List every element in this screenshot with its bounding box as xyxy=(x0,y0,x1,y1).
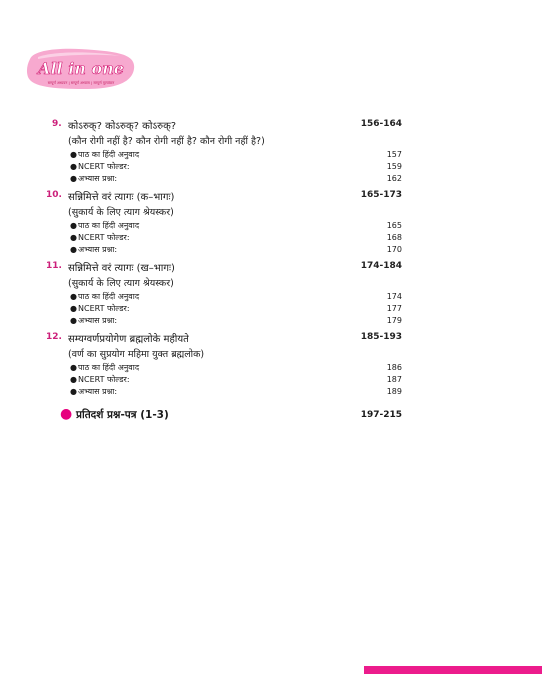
toc-sub-item[interactable] xyxy=(52,386,402,398)
chapter-heading[interactable] xyxy=(52,118,402,134)
toc-sub-item[interactable] xyxy=(52,149,402,161)
toc-sub-item[interactable] xyxy=(52,232,402,244)
bullet-icon: ● xyxy=(70,150,77,159)
bullet-icon: ● xyxy=(70,304,77,313)
bullet-icon: ● xyxy=(70,221,77,230)
logo-tagline: सम्पूर्ण अध्ययन | सम्पूर्ण अभ्यास | सम्पूर्ण मूल्यांकन xyxy=(47,81,115,85)
chapter-heading[interactable] xyxy=(46,260,402,276)
sub-item-label: NCERT फोल्डर: xyxy=(78,375,130,384)
sub-item-page: 174 xyxy=(386,292,402,301)
bullet-icon: ● xyxy=(70,375,77,384)
chapter-entry xyxy=(46,189,402,260)
footer-accent-bar xyxy=(364,666,542,674)
chapter-subtitle: (कौन रोगी नहीं है? कौन रोगी नहीं है? कौन रोगी नहीं है?) xyxy=(68,136,265,147)
sub-item-page: 179 xyxy=(386,316,402,325)
brand-logo xyxy=(24,47,138,93)
chapter-title: सम्यग्वर्णप्रयोगेण ब्रह्मलोके महीयते xyxy=(68,334,189,345)
chapter-entry xyxy=(46,331,402,402)
sub-item-label: NCERT फोल्डर: xyxy=(78,304,130,313)
sub-item-label: अभ्यास प्रश्ना: xyxy=(78,174,118,183)
chapter-number: 9. xyxy=(52,119,62,129)
chapter-entry xyxy=(52,118,402,189)
sub-item-page: 170 xyxy=(386,245,402,254)
sub-item-label: पाठ का हिंदी अनुवाद xyxy=(78,221,140,230)
chapter-entry xyxy=(46,260,402,331)
chapter-page-range: 174-184 xyxy=(360,261,402,271)
toc-sub-item[interactable] xyxy=(52,220,402,232)
sample-paper-page-range: 197-215 xyxy=(360,410,402,420)
sub-item-page: 159 xyxy=(386,162,402,171)
sub-item-page: 189 xyxy=(386,387,402,396)
sub-item-page: 187 xyxy=(386,375,402,384)
sub-item-page: 162 xyxy=(386,174,402,183)
toc-sub-item[interactable] xyxy=(52,173,402,185)
chapter-title: सन्निमित्ते वरं त्यागः (ख–भागः) xyxy=(68,263,175,274)
toc-sub-item[interactable] xyxy=(52,303,402,315)
bullet-icon: ● xyxy=(70,292,77,301)
bullet-icon: ● xyxy=(70,233,77,242)
toc-sub-item[interactable] xyxy=(52,362,402,374)
sample-paper-title: प्रतिदर्श प्रश्न-पत्र (1-3) xyxy=(76,409,169,421)
sub-item-page: 186 xyxy=(386,363,402,372)
chapter-number: 10. xyxy=(46,190,62,200)
chapter-subtitle: (वर्ण का सुप्रयोग महिमा युक्त ब्रह्मलोक) xyxy=(68,349,205,360)
sub-item-label: पाठ का हिंदी अनुवाद xyxy=(78,292,140,301)
bullet-icon: ● xyxy=(70,162,77,171)
sub-item-label: अभ्यास प्रश्ना: xyxy=(78,387,118,396)
bullet-icon: ● xyxy=(70,245,77,254)
sub-item-page: 165 xyxy=(386,221,402,230)
chapter-number: 12. xyxy=(46,332,62,342)
bullet-icon: ● xyxy=(70,316,77,325)
toc-sub-item[interactable] xyxy=(52,374,402,386)
chapter-title: कोऽरुक्? कोऽरुक्? कोऽरुक्? xyxy=(68,121,177,132)
chapter-heading[interactable] xyxy=(46,189,402,205)
sub-item-page: 168 xyxy=(386,233,402,242)
chapter-page-range: 185-193 xyxy=(360,332,402,342)
sub-item-label: पाठ का हिंदी अनुवाद xyxy=(78,150,140,159)
sub-item-page: 157 xyxy=(386,150,402,159)
sub-item-page: 177 xyxy=(386,304,402,313)
toc-sub-item[interactable] xyxy=(52,244,402,256)
chapter-number: 11. xyxy=(46,261,62,271)
toc-sub-item[interactable] xyxy=(52,161,402,173)
sub-item-label: NCERT फोल्डर: xyxy=(78,233,130,242)
chapter-page-range: 156-164 xyxy=(360,119,402,129)
toc-sub-item[interactable] xyxy=(52,315,402,327)
logo-wordmark: All in one xyxy=(38,59,124,78)
sub-item-label: NCERT फोल्डर: xyxy=(78,162,130,171)
chapter-page-range: 165-173 xyxy=(360,190,402,200)
sub-item-label: पाठ का हिंदी अनुवाद xyxy=(78,363,140,372)
chapter-subtitle: (सुकार्य के लिए त्याग श्रेयस्कर) xyxy=(68,207,174,218)
sub-item-label: अभ्यास प्रश्ना: xyxy=(78,245,118,254)
bullet-icon: ● xyxy=(70,387,77,396)
sample-paper-entry[interactable] xyxy=(52,408,402,424)
table-of-contents xyxy=(46,118,402,424)
bullet-icon: ● xyxy=(60,406,73,422)
bullet-icon: ● xyxy=(70,174,77,183)
sub-item-label: अभ्यास प्रश्ना: xyxy=(78,316,118,325)
chapter-title: सन्निमित्ते वरं त्यागः (क–भागः) xyxy=(68,192,175,203)
chapter-heading[interactable] xyxy=(46,331,402,347)
toc-sub-item[interactable] xyxy=(52,291,402,303)
bullet-icon: ● xyxy=(70,363,77,372)
chapter-subtitle: (सुकार्य के लिए त्याग श्रेयस्कर) xyxy=(68,278,174,289)
